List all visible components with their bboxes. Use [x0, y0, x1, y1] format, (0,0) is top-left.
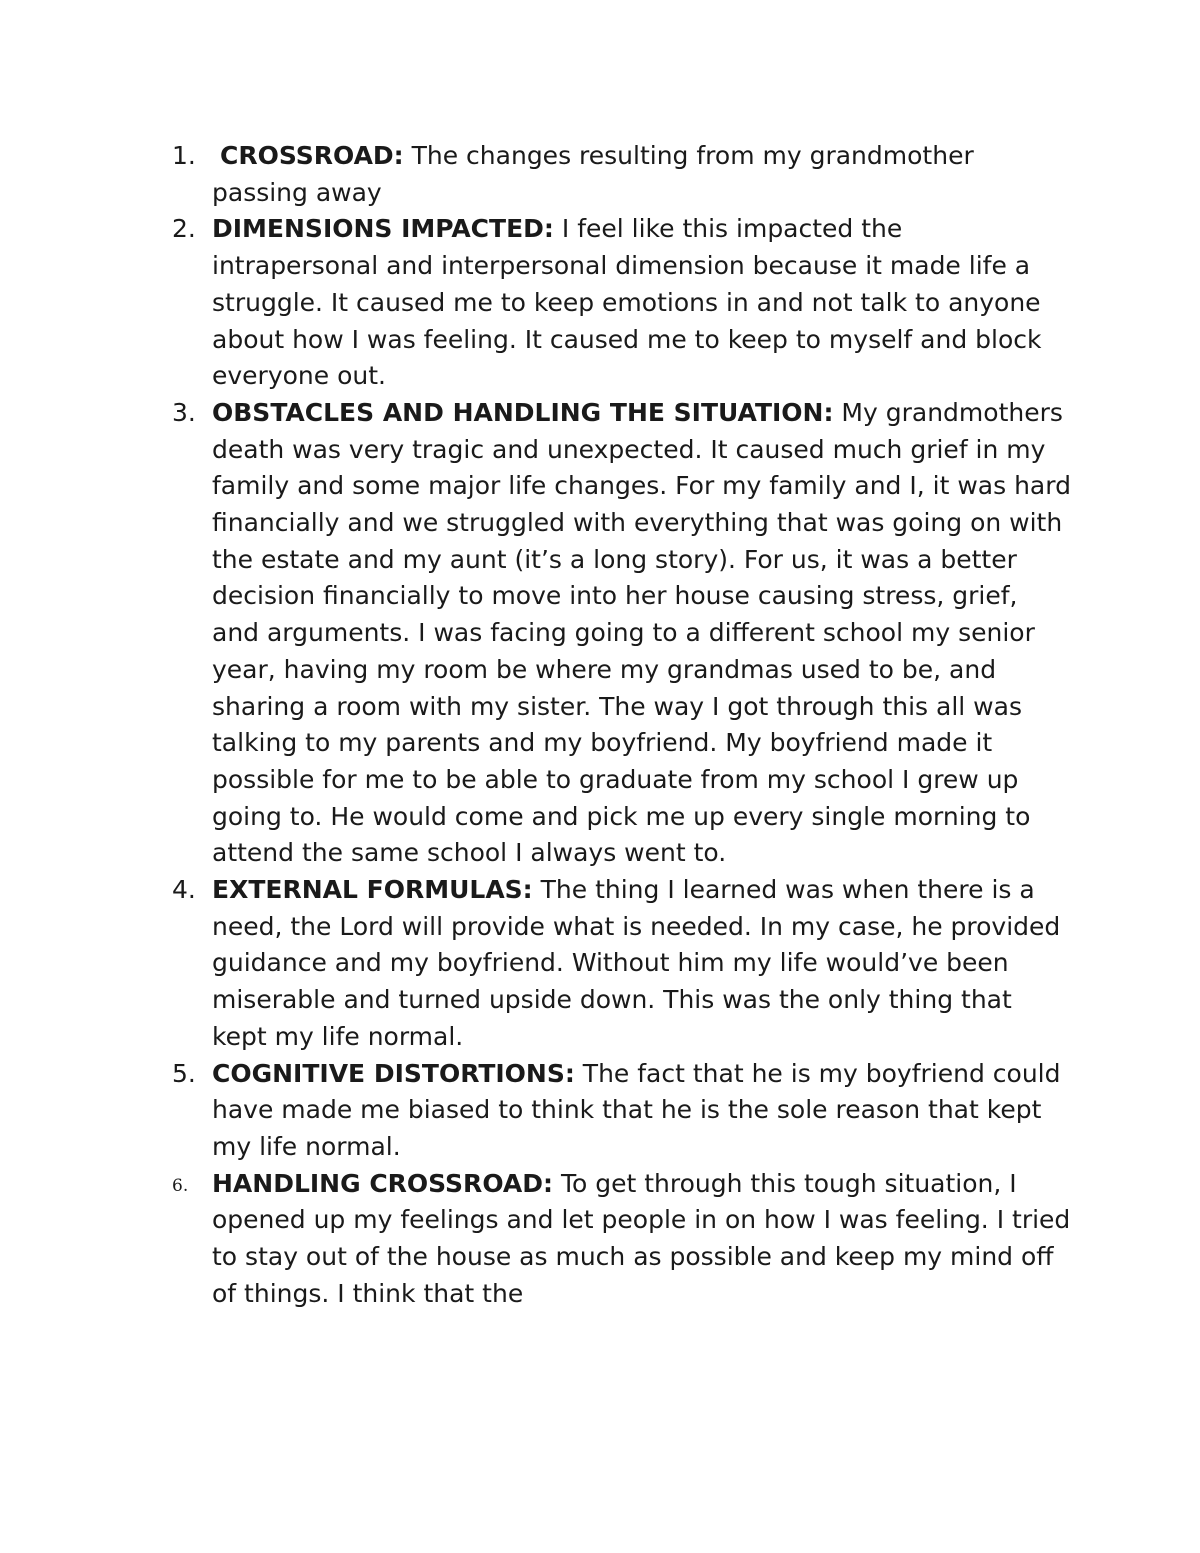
- item-label: HANDLING CROSSROAD:: [212, 1168, 553, 1198]
- list-number: 1.: [172, 141, 196, 170]
- list-number: 4.: [172, 875, 196, 905]
- list-item-handling-crossroad: [172, 1166, 1072, 1313]
- list-number: 6.: [172, 1175, 189, 1196]
- numbered-list: [172, 138, 1072, 1313]
- list-item-crossroad: [172, 138, 1072, 211]
- list-number: 5.: [172, 1058, 196, 1088]
- list-item-external-formulas: [172, 872, 1072, 1056]
- item-text: I feel like this impacted the intrapersonal and interpersonal dimension because it made life a struggle. It caused me to keep emotions in and not talk to anyone about how I was feeling. It caused me to keep to myself and block everyone out.: [212, 214, 1042, 391]
- item-text: To get through this tough situation, I opened up my feelings and let people in on how I was feeling. I tried to stay out of the house as much as possible and keep my mind off of things. I think that the: [212, 1168, 1071, 1308]
- item-text: The changes resulting from my grandmother passing away: [212, 141, 974, 207]
- list-item-obstacles: [172, 395, 1072, 872]
- item-label: CROSSROAD:: [220, 141, 404, 170]
- list-number: 2.: [172, 214, 196, 244]
- item-label: OBSTACLES AND HANDLING THE SITUATION:: [212, 397, 834, 427]
- item-label: EXTERNAL FORMULAS:: [212, 875, 533, 905]
- list-number: 3.: [172, 397, 196, 427]
- list-item-cognitive-distortions: [172, 1056, 1072, 1166]
- item-text: The fact that he is my boyfriend could have made me biased to think that he is the sole reason that kept my life normal.: [212, 1058, 1061, 1161]
- item-text: The thing I learned was when there is a need, the Lord will provide what is needed. In my case, he provided guidance and my boyfriend. Without him my life would’ve been miserable and turned upside down. This was the only thing that kept my life normal.: [212, 875, 1061, 1051]
- item-label: COGNITIVE DISTORTIONS:: [212, 1058, 575, 1088]
- item-label: DIMENSIONS IMPACTED:: [212, 214, 554, 244]
- list-item-dimensions-impacted: [172, 211, 1072, 395]
- item-text: My grandmothers death was very tragic and unexpected. It caused much grief in my family and some major life changes. For my family and I, it was hard financially and we struggled with everything that was going on with the estate and my aunt (it’s a long story). For us, it was a better decision financially to move into her house causing stress, grief, and arguments. I was facing going to a different school my senior year, having my room be where my grandmas used to be, and sharing a room with my sister. The way I got through this all was talking to my parents and my boyfriend. My boyfriend made it possible for me to be able to graduate from my school I grew up going to. He would come and pick me up every single morning to attend the same school I always went to.: [212, 397, 1071, 868]
